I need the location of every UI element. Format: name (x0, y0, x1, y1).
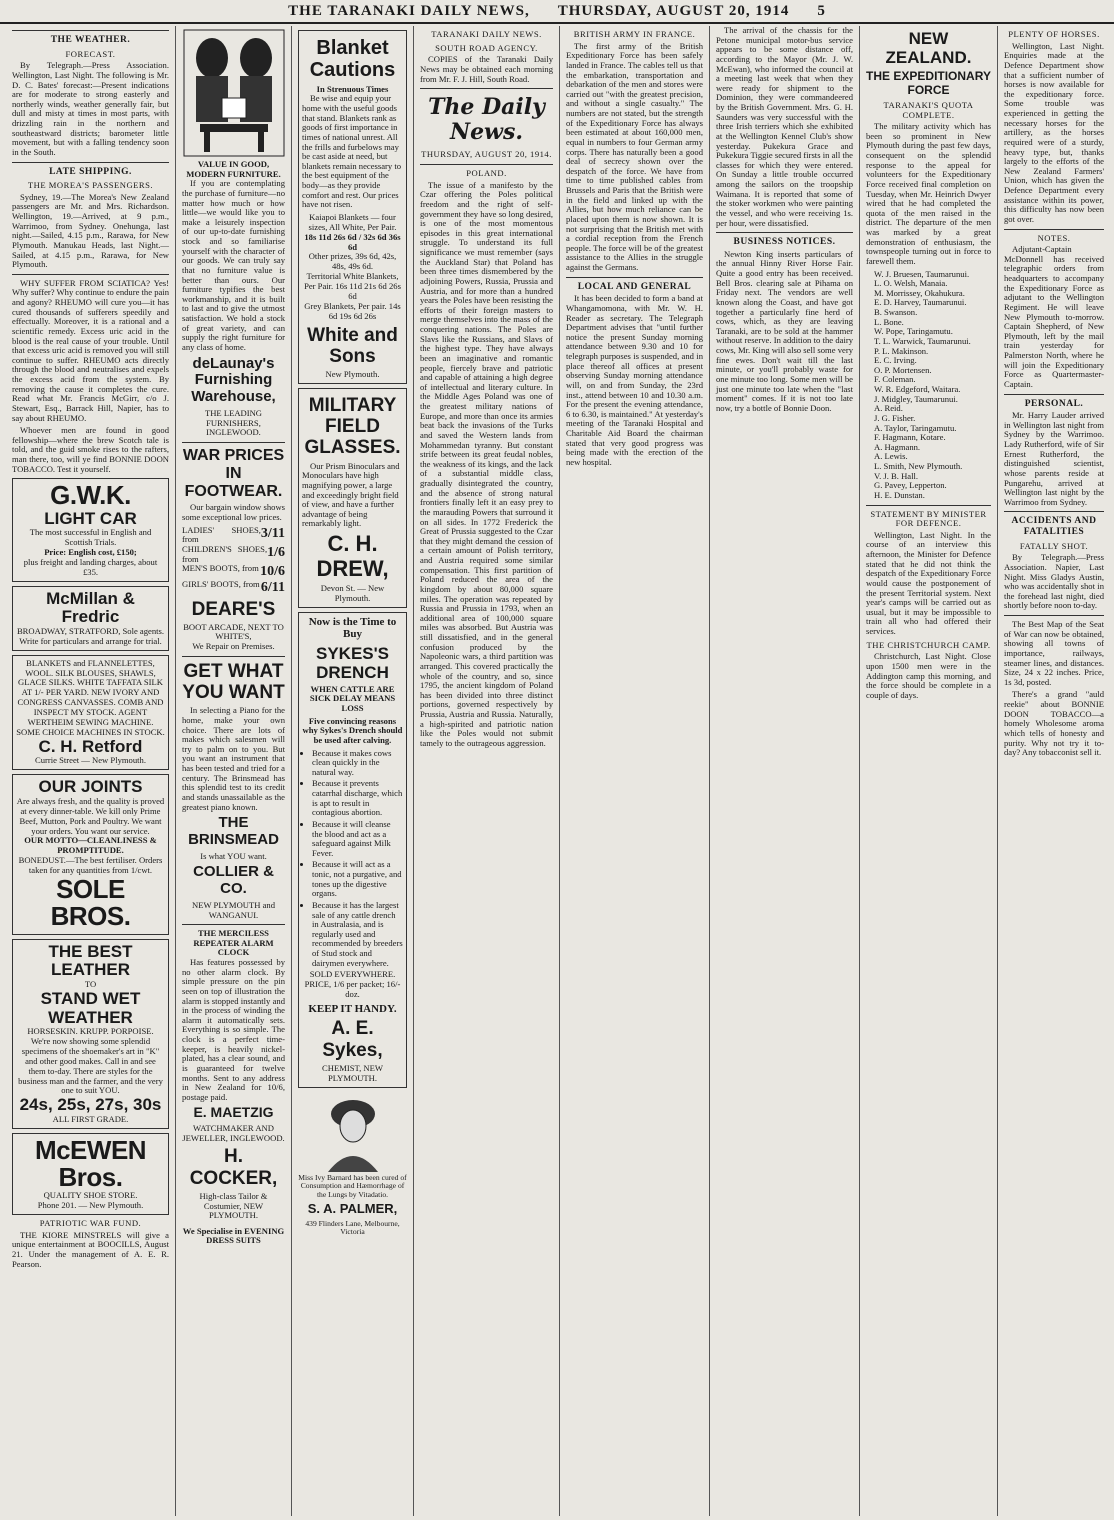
leather-line2: TO (84, 978, 97, 989)
reason-item: • Because it prevents catarrhal discharge, which is apt to result in contagious abortion. (312, 779, 403, 818)
notes-body: Adjutant-Captain McDonnell has received telegraphic orders from headquarters to accompany the Expeditionary Force as adjutant to the Wellington Regiment. He will leave New Plymouth to-morrow. Captain Shepherd, of New Plymouth, left by the mail train yesterday for Palmerston North, where he will join the Expeditionary Force as Quartermaster-Captain. (1004, 244, 1104, 389)
mcmillan-name: McMillan & Fredric (46, 588, 135, 627)
collier-name: COLLIER & CO. (193, 863, 274, 898)
volunteer-name: W. Pope, Taringamutu. (874, 326, 953, 337)
volunteer-name: E. C. Irving. (874, 355, 917, 366)
mcmillan-write: Write for particulars and arrange for trial. (19, 635, 162, 646)
volunteer-name: E. D. Harvey, Taumarunui. (874, 297, 967, 308)
mcewen-sub: QUALITY SHOE STORE. (43, 1190, 138, 1201)
page-number: 5 (817, 2, 826, 19)
drew-name: C. H. DREW, (316, 531, 389, 581)
blanket-sub: In Strenuous Times (316, 83, 389, 94)
volunteer-name: F. Coleman. (874, 374, 916, 385)
paper-title: THE TARANAKI DAILY NEWS, (288, 2, 530, 19)
divider (1004, 394, 1104, 395)
joints-ad (12, 774, 169, 934)
glasses-body: Our Prism Binoculars and Monoculars have high magnifying power, a large and exceedingly bright field of view, and have a further advantage of being remarkably light. (302, 460, 400, 529)
leather-line1: THE BEST LEATHER (48, 941, 133, 980)
collier-sub: NEW PLYMOUTH and WANGANUI. (192, 899, 275, 920)
palmer-addr: 439 Flinders Lane, Melbourne, Victoria (305, 1218, 400, 1237)
agency-head: TARANAKI DAILY NEWS. (431, 29, 542, 39)
volunteer-name: T. L. Warwick, Taumarunui. (874, 335, 971, 346)
forecast-head: FORECAST. (65, 48, 116, 59)
leather-ad (12, 939, 169, 1129)
local-body: It has been decided to form a band at Whangamomona, with Mr. W. H. Reader as secretary. The Telegraph Department advises that "until further notice the present Sunday morning attendance between 9.30 and 10 for telegraph purposes is suspended, and in place thereof all offices at present observing Sunday morning attendance will, on and from Sunday, the 23rd inst., attend between 10 and 10.30 a.m. For the present the evening attendance, 6 to 6.30, is maintained." At yesterday's meeting of the Taranaki Hospital and Charitable Aid Board the chairman stated that very good progress was being made with the erection of the new hospital. (566, 293, 703, 467)
shoe-row: LADIES' SHOES, from 3/11 (182, 524, 285, 545)
divider (716, 232, 853, 233)
mcewen-name: McEWEN Bros. (34, 1134, 147, 1193)
divider (420, 88, 553, 89)
volunteer-name: P. L. Makinson. (874, 345, 929, 356)
quota-body: The military activity which has been so prominent in New Plymouth during the past few days, consequent on the splendid response to the appeal for volunteers for the Expeditionary Force received final completion on Tuesday, when Mr. Heinrich Dwyer wired that he had completed the quota of the men raised in the district. The departure of the men was marked by a great demonstration of enthusiasm, the townspeople turning out in force to farewell them. (866, 121, 991, 266)
gwk-price: Price: English cost, £150; (44, 546, 137, 557)
volunteer-name: F. Hagmann, Kotare. (874, 432, 946, 443)
volunteer-name: J. G. Fisher. (874, 412, 916, 423)
leather-line3: STAND WET WEATHER (40, 988, 141, 1027)
sykes-time: Now is the Time to Buy (308, 616, 397, 641)
volunteer-name: V. J. B. Hall. (874, 470, 919, 481)
maetzig-sub: WATCHMAKER AND JEWELLER, INGLEWOOD. (182, 1123, 285, 1143)
divider (1004, 615, 1104, 616)
divider (866, 505, 991, 506)
statement-head: STATEMENT BY MINISTER FOR DEFENCE. (870, 508, 987, 529)
weather-title: THE WEATHER. (50, 35, 131, 45)
local-head: LOCAL AND GENERAL (577, 281, 692, 292)
getwhat-title: GET WHAT YOU WANT (182, 660, 285, 703)
volunteer-names (866, 270, 991, 501)
territorial: Territorial White Blankets, Per Pair. 16s 11d 21s 6d 26s 6d (304, 271, 401, 301)
newspaper-page (6, 26, 1110, 1516)
other-prices: Other prizes, 39s 6d, 42s, 48s, 49s 6d. (308, 251, 397, 272)
leather-grade: ALL FIRST GRADE. (52, 1114, 129, 1125)
kaiapoi-prices: 18s 11d 26s 6d / 32s 6d 36s 6d (304, 231, 401, 252)
divider (182, 442, 285, 443)
portrait-icon (318, 1092, 388, 1172)
retford-ad (12, 655, 169, 771)
cocker-name: H. COCKER, (189, 1146, 278, 1189)
glasses-ad (298, 388, 407, 608)
bonedust: BONEDUST.—The best fertiliser. Orders taken for any quantities from 1/cwt. (18, 855, 163, 876)
christchurch-body: Christchurch, Last Night. Close upon 1500 men were in the Addington camp this morning, and the force should be complete in a couple of days. (866, 651, 991, 700)
sykes-sick: WHEN CATTLE ARE SICK DELAY MEANS LOSS (309, 683, 396, 714)
drew-sub: Devon St. — New Plymouth. (320, 583, 385, 604)
deares-name: DEARE'S (191, 598, 276, 620)
furniture-illustration-icon (182, 28, 286, 158)
joints-body: Are always fresh, and the quality is proved at every dinner-table. We kill only Prime Beef, Mutton, Pork and Poultry. We want your orders. You want our service. (16, 795, 165, 836)
horses-head: PLENTY OF HORSES. (1008, 29, 1100, 39)
keep: KEEP IT HANDY. (308, 1002, 397, 1015)
column-5 (560, 26, 710, 1516)
retford-name: C. H. Retford (38, 736, 143, 756)
sykes-ad (298, 612, 407, 1087)
gwk-sub: LIGHT CAR (44, 508, 137, 528)
cocker-spec: We Specialise in EVENING DRESS SUITS (182, 1225, 285, 1246)
footwear-intro: Our bargain window shows some exceptional low prices. (182, 502, 285, 523)
doon-ad-2: There's a grand "auld reekie" about BONNIE DOON TOBACCO—a homely Wholesome aroma which tells of honesty and purity. Why not try it to-day? Any tobacconist sell it. (1004, 689, 1104, 758)
motto: OUR MOTTO—CLEANLINESS & PROMPTITUDE. (24, 835, 157, 856)
volunteer-name: W. R. Edgeford, Waitara. (874, 384, 961, 395)
mcmillan-addr: BROADWAY, STRATFORD, Sole agents. (16, 625, 165, 636)
reason-item: • Because it makes cows clean quickly in the natural way. (312, 749, 403, 778)
personal-body: Mr. Harry Lauder arrived in Wellington last night from Sydney by the Warrimoo. Lady Rutherford, wife of Sir Ernest Rutherford, the distinguished scientist, whose parents reside at Pungarehu, arrived at Wellington last night by the Warrimoo from Sydney. (1004, 410, 1104, 507)
cocker-sub: High-class Tailor & Costumier, NEW PLYMOUTH. (199, 1190, 268, 1221)
volunteer-name: J. Midgley, Taumarunui. (874, 393, 958, 404)
value-body: If you are contemplating the purchase of furniture—no matter how much or how little—we would like you to make a leisurely inspection of our up-to-date furnishing stock and so familiarise yourself with the character of our goods. We can truly say that no furniture value is better than ours. Our furniture typifies the best workmanship, and it is built to last and to give the utmost satisfaction. We hold a stock of great variety, and can supply the right furniture for any class of home. (182, 178, 285, 352)
divider (12, 30, 169, 31)
volunteer-name: L. O. Welsh, Manaia. (874, 278, 948, 289)
volunteer-name: O. P. Mortensen. (874, 364, 932, 375)
army-head: BRITISH ARMY IN FRANCE. (573, 29, 696, 39)
volunteer-name: L. Smith, New Plymouth. (874, 461, 963, 472)
white-sons-sub: New Plymouth. (325, 369, 380, 380)
shoe-row: MEN'S BOOTS, from 10/6 (182, 563, 285, 580)
divider (182, 656, 285, 657)
blanket-title: Blanket Cautions (309, 37, 396, 82)
notes-head: NOTES. (1037, 232, 1071, 243)
shoe-row: CHILDREN'S SHOES, from 1/6 (182, 543, 285, 564)
column-2 (176, 26, 292, 1516)
issue-date: THURSDAY, AUGUST 20, 1914 (557, 2, 790, 19)
volunteer-name: A. Hagmann. (874, 441, 921, 452)
poland-head: POLAND. (466, 168, 507, 178)
joints-title: OUR JOINTS (38, 777, 143, 797)
sykes-reasons: Five convincing reasons why Sykes's Drench should be used after calving. (302, 715, 403, 745)
divider (12, 162, 169, 163)
column-7 (860, 26, 998, 1516)
glasses-title: MILITARY FIELD GLASSES. (304, 394, 401, 459)
sykes-chemist: A. E. Sykes, (322, 1018, 383, 1061)
repeater-title: THE MERCILESS REPEATER ALARM CLOCK (193, 928, 274, 958)
divider (1004, 511, 1104, 512)
volunteer-name: H. E. Dunstan. (874, 489, 925, 500)
column-3 (292, 26, 414, 1516)
deares-sub: BOOT ARCADE, NEXT TO WHITE'S, (183, 621, 284, 642)
column-4 (414, 26, 560, 1516)
barnard-caption: Miss Ivy Barnard has been cured of Consumption and Hæmorrhage of the Lungs by Vitadatio. (298, 1172, 407, 1199)
volunteer-name: M. Morrissey, Okahukura. (874, 287, 965, 298)
personal-head: PERSONAL. (1024, 398, 1084, 409)
poland-body: The issue of a manifesto by the Czar offering the Poles political freedom and the right of self-government they have so long desired, is one of the most momentous episodes in this great international struggle. To understand its full significance we must remember (says the Auckland Star) that Poland has been three times dismembered by the adjoining Powers, Russia, Prussia and Austria, and for more than a hundred years the Poles have been resisting the efforts of their foreign masters to merge themselves into the mass of the conquering nations. The Poles are Slavs like the Russians, and Slavs of the highest type. They have always been an imaginative and romantic people, fiercely brave and patriotic and capable of attaining a high degree of intellectual and literary culture. In the Middle Ages Poland was one of the greatest military nations of Europe, and more than once its armies beat back the invasions of the Turks and saved the Western lands from Mohammedan tyranny. But constant strife between its great feudal nobles, the weakness of its kings, and the lack of a substantial middle class, gradually disintegrated the country, and the absence of strong natural frontiers finally left it an easy prey to the marauding Powers that surround it on all sides. In 1772 Frederick the Great of Prussia suggested to the Czar that they might demand the cession of a certain amount of Polish territory, and Austria required some similar compensation. This first partition of Poland reduced the area of the kingdom by about 80,000 square miles. The operation was repeated by Russia and Prussia in 1793, when an additional area of 100,000 square miles was absorbed. But Austria was still dissatisfied, and in the general confusion produced by the Napoleonic wars, a third partition was arranged. This covered practically the whole of the country, and so, since 1795, the ancient kingdom of Poland has been divided into three distinct portions, governed respectively by Prussia, Austria and Russia. Naturally, a high-spirited and patriotic nation like the Poles would not submit tamely to the outrageous aggression. (420, 179, 553, 748)
mcewen-ad (12, 1133, 169, 1215)
army-body: The first army of the British Expeditionary Force has been safely landed in France. The cables tell us that the embarkation, transportation and debarkation of the men and stores were carried out "with the greatest precision, and without a single casualty." The numbers are not stated, but the strength of the Expeditionary Force has always been estimated at about 160,000 men, equal in numbers to four German army corps. There has naturally been a good deal of secrecy shown over the despatch of the force. We have from time to time published cables from Brussels and Paris that the British were in the field and linked up with the Allies, but how much reliance can be placed upon them is now shown. It is not surprising that the British met with a cordial reception from the French people. The force will be of the greatest assistance to the Allies in the struggle against the Germans. (566, 40, 703, 272)
mcmillan-ad (12, 586, 169, 651)
date-line: THURSDAY, AUGUST 20, 1914. (421, 149, 552, 160)
fatal-body: By Telegraph.—Press Association. Napier, Last Night. Miss Gladys Austin, who was accidentally shot in the forehead last night, died shortly before noon to-day. (1004, 552, 1104, 611)
business-body: Newton King inserts particulars of the annual Hinny River Horse Fair. Quite a good entry has been received. Bell Bros. clearing sale at Pihama on Friday next. The vendors are well known along the Coast, and have got together a particularly fine herd of cows, which, as they are leaving Taranaki, are to be sold at the hammer without reserve. In addition to the dairy cows, Mr. King will also sell some very fine ewes. Don't wait till the last minute, or you'll probably waste for one minute too long. Some men will be just one minute too late when the "last moment" comes. If it is not too late now, try a bottle of Bonnie Doon. (716, 248, 853, 413)
shoe-row: GIRLS' BOOTS, from 6/11 (182, 578, 285, 595)
christchurch-head: THE CHRISTCHURCH CAMP. (866, 639, 991, 650)
agency-body: COPIES of the Taranaki Daily News may be obtained each morning from Mr. F. J. Hill, South Road. (420, 54, 553, 84)
business-head: BUSINESS NOTICES. (733, 237, 836, 248)
sykes-drench: SYKES'S DRENCH (315, 643, 389, 682)
shipping-sub: THE MOREA'S PASSENGERS. (27, 180, 154, 191)
palmer-name: S. A. PALMER, (307, 1201, 398, 1217)
retford-list: BLANKETS and FLANNELETTES, WOOL. SILK BLOUSES, SHAWLS, GLACE SILKS. WHITE TAFFATA SILK AT 1/- PER YARD. NEW IVORY AND CONGRESS CANVASSES. COMB AND INSPECT MY STOCK. AGENT WERTHEIM SEWING MACHINE. SOME CHOICE MACHINES IN STOCK. (16, 657, 165, 737)
accidents-head: ACCIDENTS AND FATALITIES (1011, 516, 1097, 537)
delaunay-name: deLaunay's Furnishing Warehouse, (191, 354, 276, 406)
fatal-head: FATALLY SHOT. (1019, 540, 1089, 551)
sole-name: SOLE BROS. (50, 873, 131, 932)
leather-body: We're now showing some splendid specimens of the shoemaker's art in "K" and other good makes. Call in and see them to-day. There are styles for the business man and the farmer, and the very one to suit YOU. (18, 1036, 163, 1096)
agency-sub: SOUTH ROAD AGENCY. (435, 42, 538, 53)
war-prices: WAR PRICES IN FOOTWEAR. (182, 446, 285, 500)
volunteer-name: A. Reid. (874, 403, 903, 414)
doon-ad: Whoever men are found in good fellowship—where the brew Scotch tale is told, and the guid smoke rises to the rafters, man there, too, will ye find BONNIE DOON TOBACCO. Test it yourself. (12, 425, 169, 474)
sykes-chemist-sub: CHEMIST, NEW PLYMOUTH. (322, 1062, 383, 1083)
blanket-body: Be wise and equip your home with the useful goods that stand. Blankets rank as goods of first importance in times of national unrest. All the frills and furbelows may be cast aside at need, but blankets remain necessary to the best equipment of the body—as they provide comfort and rest. Our prices have not risen. (302, 93, 402, 210)
gwk-ad (12, 478, 169, 581)
chassis-body: The arrival of the chassis for the Petone municipal motor-bus service appears to be some distance off, according to the Mayor (Mr. J. W. McEwan), who informed the council at a meeting last week that when they were ready for shipment to the Dominion, they were commandeered by the British Government. Mrs. G. H. Saunders was very successful with the three Irish terriers which she exhibited at the Wellington Kennel Club's show yesterday. Pukekura Grace and Pukekura Tiggie secured firsts in all the classes for which they were entered. On Sunday a little trouble occurred among the sailors on the troopship Waimana. It is reported that some of the stoker workmen who were painting the vessel, and who were receiving 1s. per hour, were dissatisfied. (716, 26, 853, 228)
sciatica-ad: WHY SUFFER FROM SCIATICA? Yes! Why suffer? Why continue to endure the pain and agony? RHEUMO will cure you—it has cured thousands of sufferers speedily and effectually. Moreover, it is a rational and a scientific remedy. Excess uric acid in the blood is the real cause of your trouble. Until that excess uric acid is removed you will still continue to suffer. RHEUMO acts directly through the blood and neutralises and expels the excess acid from the system. By removing the cause it completes the cure. Read what Mr. Francis McGirr, c/o J. Stewart, Esq., Barrack Hill, Napier, has to say about RHEUMO. (12, 277, 169, 423)
brinsmead-title: THE BRINSMEAD (188, 814, 279, 848)
patriotic-head: PATRIOTIC WAR FUND. (39, 1218, 142, 1229)
divider (182, 924, 285, 925)
minstrels: THE KIORE MINSTRELS will give a unique entertainment at BOOCILLS, August 21. Under the management of A. E. R. Pearson. (12, 1229, 169, 1269)
volunteer-name: G. Pavey, Lepperton. (874, 480, 947, 491)
blanket-ad (298, 30, 407, 384)
deares-repair: We Repair on Premises. (192, 641, 275, 652)
divider (12, 274, 169, 275)
nz-head: NEW ZEALAND. (885, 29, 972, 68)
value-caption: VALUE IN GOOD, MODERN FURNITURE. (186, 159, 281, 179)
reason-item: • Because it will cleanse the blood and act as a safeguard against Milk Fever. (312, 820, 403, 859)
shoe-price-list (182, 526, 285, 596)
white-sons: White and Sons (307, 324, 398, 367)
maetzig-name: E. MAETZIG (193, 1104, 274, 1121)
kaiapoi: Kaiapoi Blankets — four sizes, All White, Per Pair. (308, 211, 397, 232)
divider (420, 164, 553, 165)
retford-addr: Currie Street — New Plymouth. (35, 755, 146, 766)
reasons-list (302, 749, 403, 969)
volunteer-name: A. Taylor, Taringamutu. (874, 422, 957, 433)
getwhat-body: In selecting a Piano for the home, make your own choice. There are lots of makes which salesmen will try to palm on to you. But you want an instrument that has been tested and tried for a century. The Brinsmead has this splendid test to its credit and stands unassailable as the greatest piano known. (182, 705, 285, 812)
reason-item: • Because it will act as a tonic, not a purgative, and tones up the digestive organs. (312, 860, 403, 899)
volunteer-name: L. Bone. (874, 316, 904, 327)
volunteer-name: A. Lewis. (874, 451, 908, 462)
divider (566, 277, 703, 278)
shipping-body: Sydney, 19.—The Morea's New Zealand passengers are Mr. and Mrs. Richardson. Wellington, 19.—Arrived, at 9 p.m., Warrimoo, from Sydney. Onehunga, last night.—Sailed, 4.15 p.m., Rarawa, for New Plymouth. Manukau Heads, last Night.—Sailed, at 4.15 p.m., Rarawa, for New Plymouth. (12, 191, 169, 270)
column-6 (710, 26, 860, 1516)
column-1 (6, 26, 176, 1516)
force-head: THE EXPEDITIONARY FORCE (866, 69, 991, 97)
leather-list: HORSESKIN. KRUPP. PORPOISE. (27, 1026, 154, 1037)
column-8 (998, 26, 1110, 1516)
brinsmead-sub: Is what YOU want. (200, 850, 267, 861)
statement-body: Wellington, Last Night. In the course of an interview this afternoon, the Minister for Defence stated that he did not think the despatch of the Expeditionary Force would cause the postponement of the present Territorial system. Next year's camps will be carried out as usual, but it may be impossible to train all who had offered their services. (866, 529, 991, 637)
volunteer-name: W. J. Bruesen, Taumarunui. (874, 268, 970, 279)
reason-item: • Because it has the largest sale of any cattle drench in Australasia, and is regularly used and recommended by breeders of Stud stock and dairymen everywhere. (312, 901, 403, 968)
gwk-body: The most successful in English and Scottish Trials. (29, 527, 152, 548)
quota-head: TARANAKI'S QUOTA COMPLETE. (883, 99, 974, 120)
forecast-body: By Telegraph.—Press Association. Wellington, Last Night. The following is Mr. D. C. Bates' forecast:—Present indications are for moderate to strong easterly and northerly winds, weather generally fair, but dull and misty at times in most parts, with drizzling rain in the northern and southeastward districts; barometer little movement, but with a falling tendency soon in the South. (12, 60, 169, 157)
sold: SOLD EVERYWHERE. PRICE, 1/6 per packet; 16/- doz. (304, 969, 401, 1000)
repeater-body: Has features possessed by no other alarm clock. By simple pressure on the pin seen on top of illustration the alarm is stopped instantly and in the process of winding the alarm it automatically sets. Everything is so simple. The clock is a perfect time-keeper, is heavily nickel-plated, has a clear sound, and is guaranteed for twelve months. Sent to any address in New Zealand for 10/6, postage paid. (182, 957, 285, 1102)
delaunay-sub: THE LEADING FURNISHERS, INGLEWOOD. (204, 407, 263, 438)
horses-body: Wellington, Last Night. Enquiries made at the Defence Department show that a sufficient number of horses is now available for the expeditionary force. Some trouble was experienced in getting the necessary horses for the artillery, as the horses required were of a sturdy, heavy type, but, thanks largely to the efforts of the New Zealand Farmers' Union, which has given the Defence Department every assistance within its power, this difficulty has now been got over. (1004, 40, 1104, 224)
shipping-title: LATE SHIPPING. (49, 166, 132, 177)
gwk-price2: plus freight and landing charges, about £35. (23, 556, 158, 577)
grey: Grey Blankets, Per pair. 14s 6d 19s 6d 26s (304, 300, 401, 321)
gwk-title: G.W.K. (50, 480, 131, 511)
volunteer-name: B. Swanson. (874, 307, 918, 318)
leather-prices: 24s, 25s, 27s, 30s (19, 1095, 162, 1115)
map-ad: The Best Map of the Seat of War can now be obtained, showing all towns of importance, railways, steamer lines, and distances. Size, 24 x 22 inches. Price, 1s 3d, posted. (1004, 619, 1104, 687)
masthead (0, 0, 1114, 24)
divider (1004, 229, 1104, 230)
daily-news-title: The Daily News. (428, 94, 545, 145)
mcewen-phone: Phone 201. — New Plymouth. (37, 1200, 144, 1211)
